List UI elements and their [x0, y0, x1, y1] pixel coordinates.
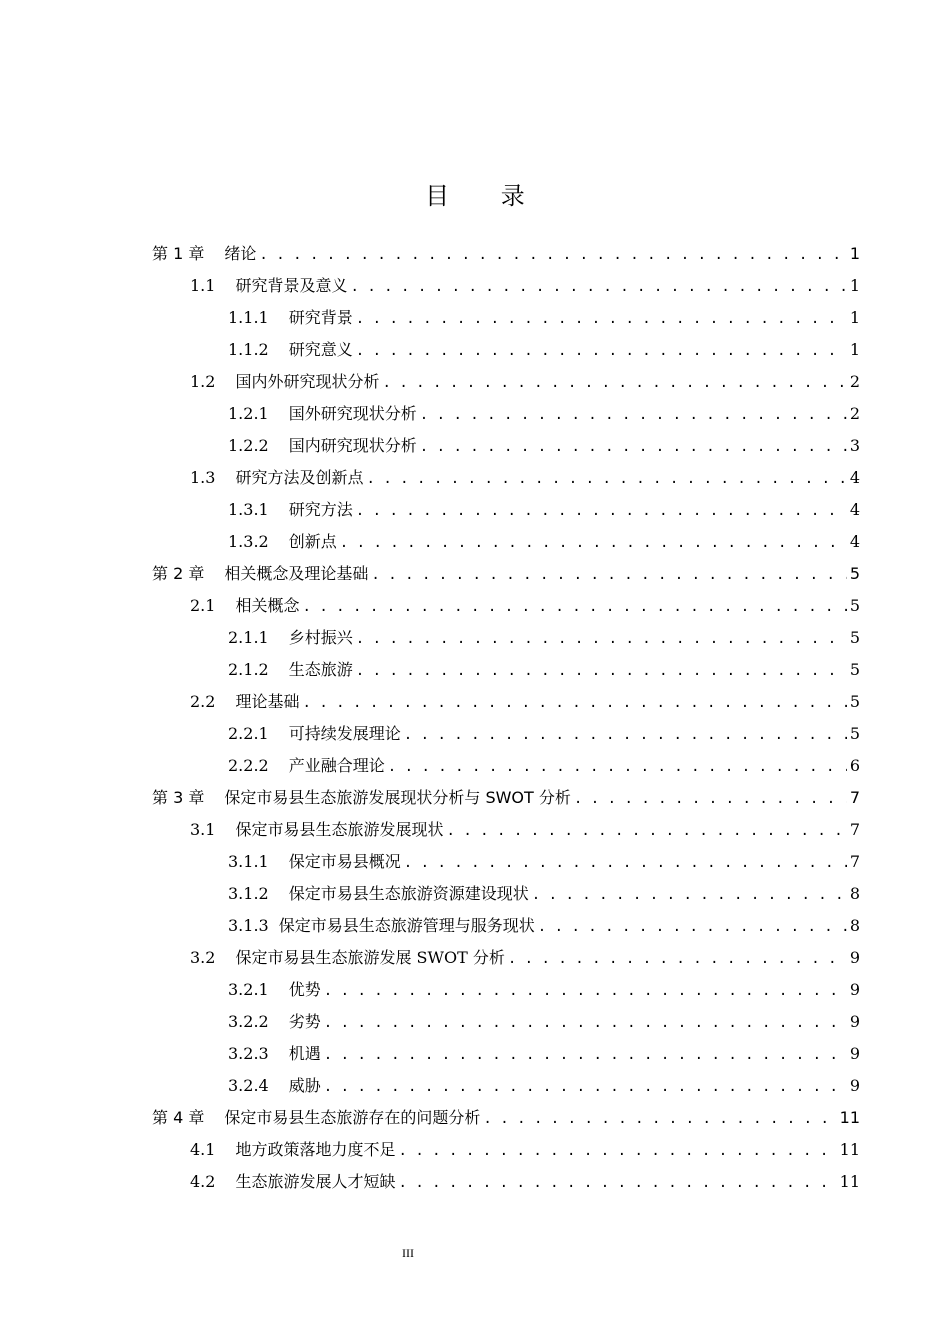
toc-entry-title: 劣势	[288, 1012, 321, 1031]
toc-entry-title: 机遇	[288, 1044, 321, 1063]
toc-entry-page: 11	[839, 1172, 860, 1191]
toc-entry-page: 5	[849, 692, 860, 711]
toc-entry-title: 国外研究现状分析	[288, 404, 417, 423]
toc-entry-number: 4.2	[190, 1172, 216, 1191]
toc-entry-page: 3	[849, 436, 860, 455]
toc-dot-leader	[350, 277, 846, 296]
toc-entry[interactable]	[152, 948, 860, 968]
toc-entry-title: 保定市易县生态旅游发展 SWOT 分析	[235, 948, 505, 967]
toc-entry-page: 5	[849, 724, 860, 743]
toc-dot-leader	[508, 949, 847, 968]
toc-entry-title: 优势	[288, 980, 321, 999]
toc-entry-title: 国内外研究现状分析	[235, 372, 380, 391]
toc-entry[interactable]	[152, 308, 860, 328]
toc-entry[interactable]	[152, 500, 860, 520]
toc-entry-page: 2	[849, 372, 860, 391]
toc-chapter-entry[interactable]	[152, 1108, 860, 1128]
toc-dot-leader	[356, 629, 847, 648]
toc-entry-title: 产业融合理论	[288, 756, 385, 775]
toc-chapter-entry[interactable]	[152, 564, 860, 584]
toc-dot-leader	[356, 341, 847, 360]
toc-entry-number: 第 2 章	[152, 564, 205, 583]
toc-dot-leader	[446, 821, 846, 840]
toc-entry[interactable]	[152, 1172, 860, 1192]
toc-entry-number: 2.1	[190, 596, 216, 615]
toc-entry[interactable]	[152, 404, 860, 424]
toc-entry-number: 3.2.4	[228, 1076, 269, 1095]
toc-entry-title: 生态旅游	[288, 660, 353, 679]
toc-entry-title: 研究背景	[288, 308, 353, 327]
toc-entry-title: 相关概念	[235, 596, 300, 615]
toc-dot-leader	[302, 597, 846, 616]
toc-entry-page: 9	[849, 1076, 860, 1095]
toc-entry[interactable]	[152, 1012, 860, 1032]
toc-entry-page: 5	[849, 628, 860, 647]
toc-entry-number: 3.1.2	[228, 884, 269, 903]
toc-entry-number: 第 3 章	[152, 788, 205, 807]
toc-entry-number: 1.1	[190, 276, 216, 295]
toc-entry[interactable]	[152, 628, 860, 648]
toc-entry-page: 9	[849, 1012, 860, 1031]
toc-entry-page: 4	[849, 500, 860, 519]
page-title: 目 录	[425, 182, 547, 210]
toc-entry-page: 4	[849, 532, 860, 551]
page-number: III	[402, 1246, 414, 1260]
toc-entry-number: 1.1.2	[228, 340, 269, 359]
toc-entry-page: 4	[849, 468, 860, 487]
toc-entry-title: 绪论	[224, 244, 257, 263]
toc-entry-page: 7	[849, 788, 860, 807]
toc-dot-leader	[574, 789, 847, 808]
toc-entry-number: 2.1.1	[228, 628, 269, 647]
toc-entry-page: 1	[849, 276, 860, 295]
toc-entry-page: 9	[849, 980, 860, 999]
toc-entry[interactable]	[152, 436, 860, 456]
toc-entry-title: 研究方法	[288, 500, 353, 519]
toc-entry[interactable]	[152, 532, 860, 552]
toc-dot-leader	[324, 1045, 847, 1064]
toc-entry-page: 5	[849, 596, 860, 615]
toc-dot-leader	[324, 1077, 847, 1096]
toc-entry[interactable]	[152, 692, 860, 712]
toc-entry-number: 1.1.1	[228, 308, 269, 327]
toc-entry-title: 保定市易县生态旅游资源建设现状	[288, 884, 529, 903]
toc-entry-number: 2.1.2	[228, 660, 269, 679]
toc-entry-title: 可持续发展理论	[288, 724, 401, 743]
toc-entry[interactable]	[152, 596, 860, 616]
toc-entry-page: 1	[849, 244, 860, 263]
toc-entry-title: 威胁	[288, 1076, 321, 1095]
toc-entry-number: 3.2.3	[228, 1044, 269, 1063]
toc-dot-leader	[366, 469, 846, 488]
toc-dot-leader	[324, 981, 847, 1000]
toc-entry-title: 相关概念及理论基础	[224, 564, 369, 583]
toc-dot-leader	[404, 853, 847, 872]
toc-entry[interactable]	[152, 468, 860, 488]
toc-dot-leader	[483, 1109, 836, 1128]
toc-dot-leader	[538, 917, 847, 936]
toc-entry[interactable]	[152, 660, 860, 680]
toc-entry-page: 11	[839, 1108, 860, 1127]
toc-entry-number: 1.2.1	[228, 404, 269, 423]
toc-dot-leader	[356, 661, 847, 680]
toc-entry-number: 1.3.1	[228, 500, 269, 519]
toc-entry-page: 7	[849, 852, 860, 871]
toc-chapter-entry[interactable]	[152, 244, 860, 264]
toc-entry-number: 第 4 章	[152, 1108, 205, 1127]
toc-entry-page: 9	[849, 948, 860, 967]
toc-entry-page: 1	[849, 340, 860, 359]
toc-entry[interactable]	[152, 276, 860, 296]
toc-entry[interactable]	[152, 372, 860, 392]
toc-entry-page: 9	[849, 1044, 860, 1063]
toc-entry-title: 乡村振兴	[288, 628, 353, 647]
toc-entry-number: 3.2.1	[228, 980, 269, 999]
toc-entry-number: 3.1	[190, 820, 216, 839]
toc-entry[interactable]	[152, 884, 860, 904]
toc-entry-number: 4.1	[190, 1140, 216, 1159]
toc-entry-title: 生态旅游发展人才短缺	[235, 1172, 396, 1191]
toc-dot-leader	[340, 533, 847, 552]
toc-dot-leader	[388, 757, 847, 776]
toc-entry[interactable]	[152, 820, 860, 840]
toc-entry-page: 8	[849, 884, 860, 903]
toc-entry-title: 保定市易县生态旅游存在的问题分析	[224, 1108, 481, 1127]
toc-entry-title: 地方政策落地力度不足	[235, 1140, 396, 1159]
toc-entry[interactable]	[152, 1076, 860, 1096]
toc-entry-page: 7	[849, 820, 860, 839]
toc-dot-leader	[324, 1013, 847, 1032]
toc-entry-number: 2.2.1	[228, 724, 269, 743]
toc-entry[interactable]	[152, 852, 860, 872]
toc-entry[interactable]	[152, 724, 860, 744]
toc-entry-title: 理论基础	[235, 692, 300, 711]
toc-dot-leader	[420, 437, 847, 456]
toc-chapter-entry[interactable]	[152, 788, 860, 808]
toc-entry-number: 3.1.1	[228, 852, 269, 871]
toc-entry[interactable]	[152, 756, 860, 776]
toc-dot-leader	[356, 309, 847, 328]
toc-entry-number: 1.3.2	[228, 532, 269, 551]
toc-entry[interactable]	[152, 340, 860, 360]
toc-entry-number: 1.3	[190, 468, 216, 487]
toc-dot-leader	[302, 693, 846, 712]
toc-dot-leader	[404, 725, 847, 744]
toc-dot-leader	[398, 1173, 836, 1192]
toc-entry[interactable]	[152, 916, 860, 936]
toc-dot-leader	[532, 885, 847, 904]
toc-entry-number: 2.2	[190, 692, 216, 711]
toc-dot-leader	[371, 565, 846, 584]
toc-dot-leader	[420, 405, 847, 424]
toc-entry[interactable]	[152, 1044, 860, 1064]
toc-entry-number: 3.1.3	[228, 916, 269, 935]
toc-entry-title: 国内研究现状分析	[288, 436, 417, 455]
toc-entry-title: 研究背景及意义	[235, 276, 348, 295]
toc-entry-page: 6	[849, 756, 860, 775]
toc-entry-page: 11	[839, 1140, 860, 1159]
toc-entry-page: 1	[849, 308, 860, 327]
toc-entry-number: 1.2	[190, 372, 216, 391]
toc-entry-title: 保定市易县生态旅游管理与服务现状	[278, 916, 535, 935]
toc-dot-leader	[382, 373, 846, 392]
table-of-contents	[152, 244, 860, 1204]
toc-entry-page: 2	[849, 404, 860, 423]
toc-dot-leader	[356, 501, 847, 520]
toc-entry-number: 2.2.2	[228, 756, 269, 775]
toc-entry-page: 5	[849, 564, 860, 583]
toc-entry-title: 保定市易县概况	[288, 852, 401, 871]
toc-entry-page: 8	[849, 916, 860, 935]
toc-entry-number: 3.2.2	[228, 1012, 269, 1031]
toc-entry-title: 研究意义	[288, 340, 353, 359]
toc-entry-number: 第 1 章	[152, 244, 205, 263]
toc-entry-number: 3.2	[190, 948, 216, 967]
toc-dot-leader	[259, 245, 846, 264]
toc-entry[interactable]	[152, 1140, 860, 1160]
toc-entry[interactable]	[152, 980, 860, 1000]
toc-entry-number: 1.2.2	[228, 436, 269, 455]
toc-entry-title: 研究方法及创新点	[235, 468, 364, 487]
toc-entry-title: 保定市易县生态旅游发展现状分析与 SWOT 分析	[224, 788, 571, 807]
toc-entry-title: 创新点	[288, 532, 337, 551]
toc-entry-title: 保定市易县生态旅游发展现状	[235, 820, 444, 839]
toc-dot-leader	[398, 1141, 836, 1160]
toc-entry-page: 5	[849, 660, 860, 679]
